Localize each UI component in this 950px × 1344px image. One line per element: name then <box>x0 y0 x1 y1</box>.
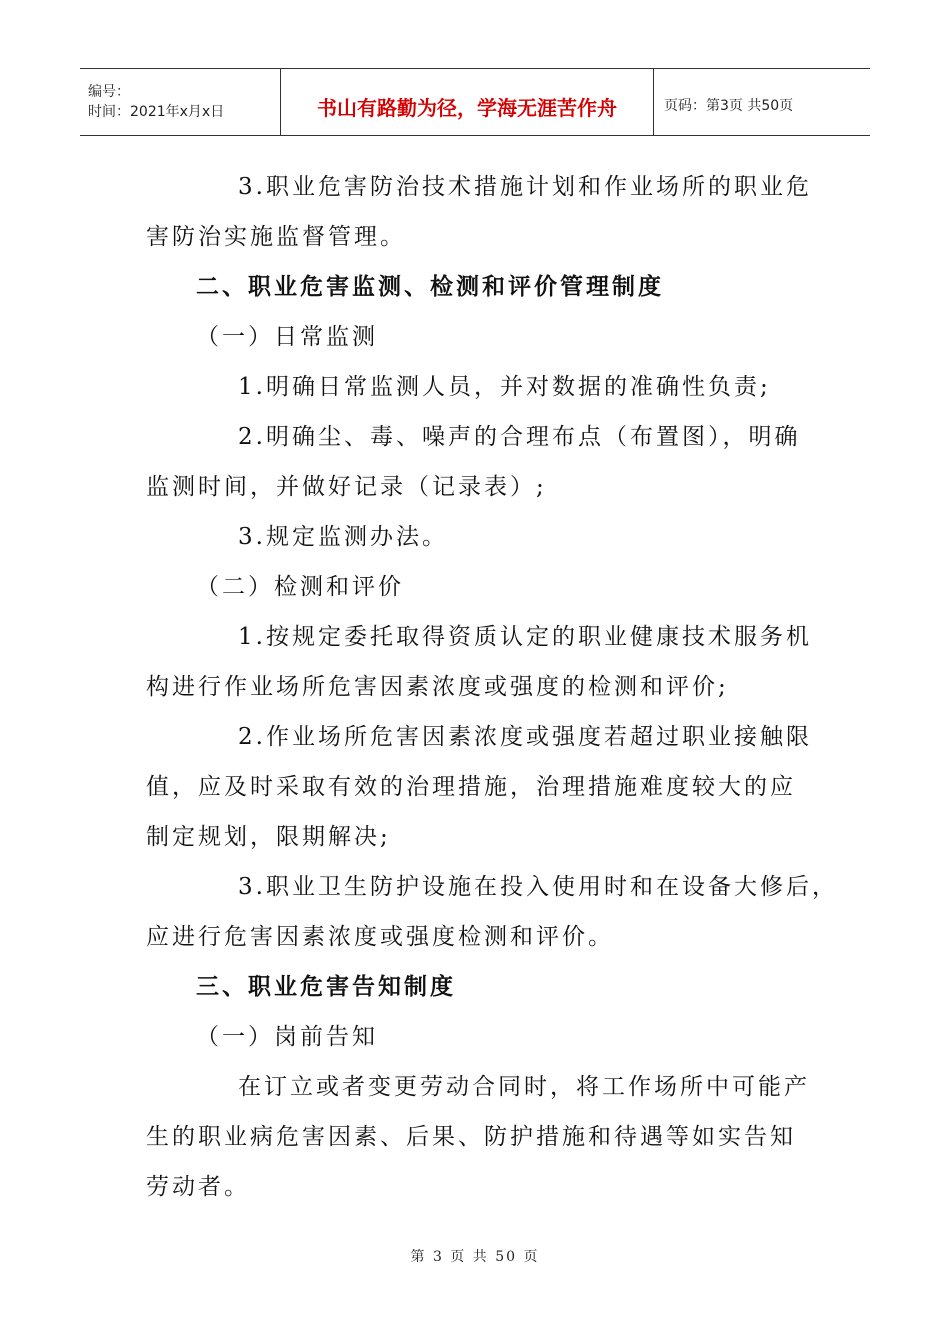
section-heading: 三、职业危害告知制度 <box>196 974 456 1000</box>
paragraph-line: 制定规划，限期解决; <box>146 824 391 850</box>
document-number-label: 编号： <box>88 84 130 100</box>
header-motto <box>280 69 654 135</box>
page-footer <box>0 1246 950 1266</box>
paragraph-line: 3.职业危害防治技术措施计划和作业场所的职业危 <box>238 174 812 200</box>
paragraph-line: 1.明确日常监测人员，并对数据的准确性负责; <box>238 374 771 400</box>
document-time-label: 时间：2021年x月x日 <box>88 104 225 120</box>
section-heading: 二、职业危害监测、检测和评价管理制度 <box>196 274 664 300</box>
page-info-text: 页码：第3页 共50页 <box>664 98 794 114</box>
paragraph-line: 监测时间，并做好记录（记录表）; <box>146 474 547 500</box>
subsection-heading: （二）检测和评价 <box>196 574 404 600</box>
subsection-heading: （一）日常监测 <box>196 324 378 350</box>
paragraph-line: 构进行作业场所危害因素浓度或强度的检测和评价; <box>146 674 729 700</box>
paragraph-line: 应进行危害因素浓度或强度检测和评价。 <box>146 924 614 950</box>
paragraph-line: 在订立或者变更劳动合同时，将工作场所中可能产 <box>238 1074 810 1100</box>
paragraph-line: 3.规定监测办法。 <box>238 524 448 550</box>
paragraph-line: 1.按规定委托取得资质认定的职业健康技术服务机 <box>238 624 812 650</box>
page-header <box>80 68 870 136</box>
paragraph-line: 害防治实施监督管理。 <box>146 224 406 250</box>
motto-text: 书山有路勤为径，学海无涯苦作舟 <box>317 95 617 120</box>
header-page-info <box>654 69 870 135</box>
document-body <box>146 162 838 1212</box>
header-meta <box>80 69 280 135</box>
page-number: 第 3 页 共 50 页 <box>410 1249 540 1265</box>
paragraph-line: 劳动者。 <box>146 1174 250 1200</box>
paragraph-line: 生的职业病危害因素、后果、防护措施和待遇等如实告知 <box>146 1124 796 1150</box>
paragraph-line: 2.作业场所危害因素浓度或强度若超过职业接触限 <box>238 724 812 750</box>
paragraph-line: 2.明确尘、毒、噪声的合理布点（布置图），明确 <box>238 424 801 450</box>
paragraph-line: 3.职业卫生防护设施在投入使用时和在设备大修后， <box>238 874 838 900</box>
subsection-heading: （一）岗前告知 <box>196 1024 378 1050</box>
paragraph-line: 值，应及时采取有效的治理措施，治理措施难度较大的应 <box>146 774 796 800</box>
